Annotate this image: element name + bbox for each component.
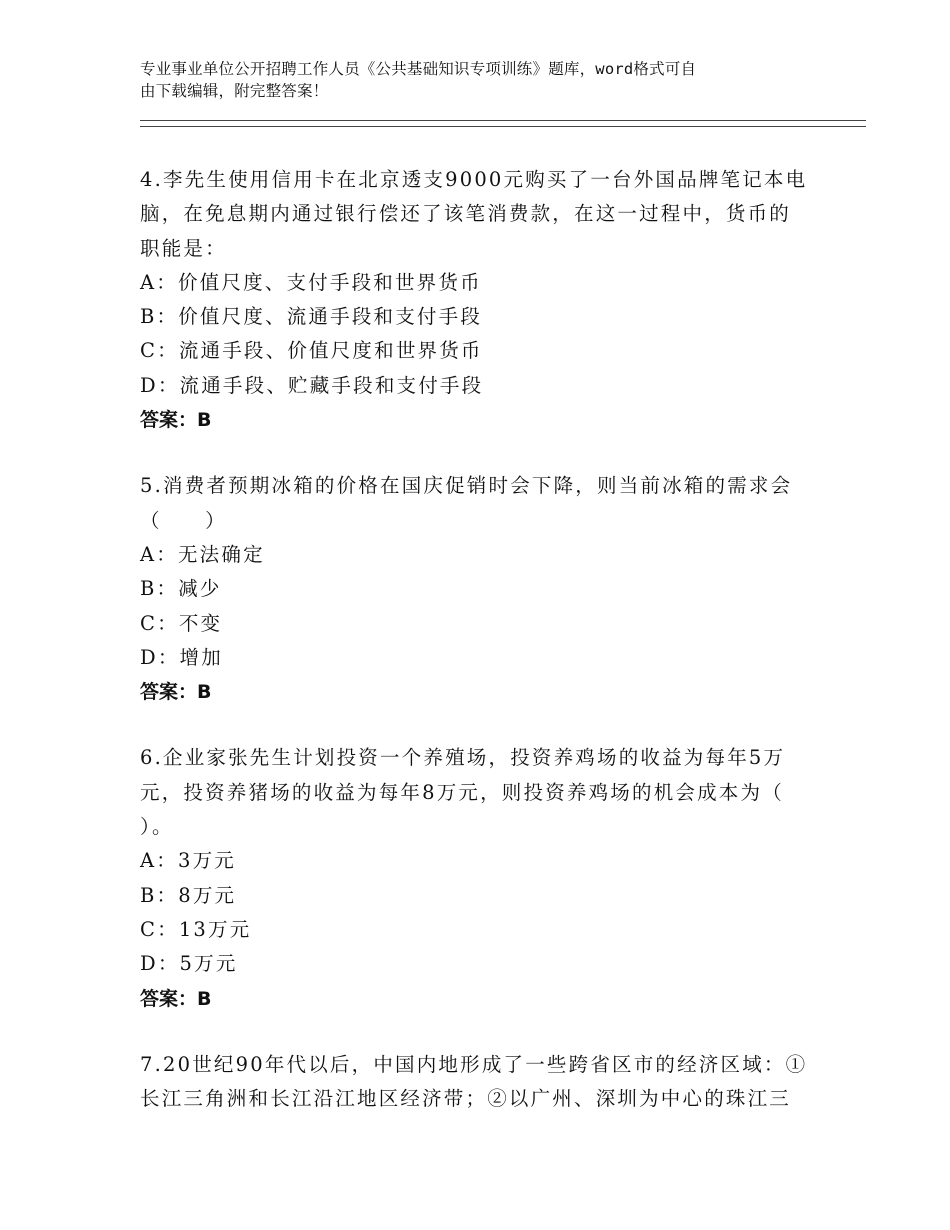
option-d: D：5万元 <box>140 952 238 976</box>
question-text: 元，投资养猪场的收益为每年8万元，则投资养鸡场的机会成本为（ <box>140 780 784 804</box>
option-d: D：流通手段、贮藏手段和支付手段 <box>140 373 484 397</box>
answer-label: 答案：B <box>140 987 212 1010</box>
option-a: A：3万元 <box>140 849 236 873</box>
question-text: （ ） <box>140 508 227 532</box>
question-list <box>140 163 810 1148</box>
option-d: D：增加 <box>140 645 223 669</box>
option-b: B：价值尺度、流通手段和支付手段 <box>140 305 483 329</box>
header-line: 由下载编辑，附完整答案！ <box>140 82 329 100</box>
option-c: C：13万元 <box>140 917 252 941</box>
question-4 <box>140 163 810 437</box>
document-header <box>140 58 840 102</box>
question-6 <box>140 741 810 1015</box>
question-text: ）。 <box>140 815 174 839</box>
question-text: 5.消费者预期冰箱的价格在国庆促销时会下降，则当前冰箱的需求会 <box>140 474 793 498</box>
question-text: 4.李先生使用信用卡在北京透支9000元购买了一台外国品牌笔记本电 <box>140 168 808 191</box>
option-a: A：无法确定 <box>140 542 265 566</box>
question-text: 脑，在免息期内通过银行偿还了该笔消费款，在这一过程中，货币的 <box>140 202 792 226</box>
option-a: A：价值尺度、支付手段和世界货币 <box>140 270 482 294</box>
question-text: 7.20世纪90年代以后，中国内地形成了一些跨省区市的经济区域：① <box>140 1052 808 1076</box>
question-text: 长江三角洲和长江沿江地区经济带；②以广州、深圳为中心的珠江三 <box>140 1087 792 1111</box>
header-divider <box>140 120 866 127</box>
option-b: B：8万元 <box>140 883 237 907</box>
question-7 <box>140 1048 810 1117</box>
answer-label: 答案：B <box>140 409 212 432</box>
option-c: C：流通手段、价值尺度和世界货币 <box>140 339 483 363</box>
option-b: B：减少 <box>140 577 222 601</box>
question-text: 职能是： <box>140 236 227 260</box>
answer-label: 答案：B <box>140 681 212 704</box>
question-text: 6.企业家张先生计划投资一个养殖场，投资养鸡场的收益为每年5万 <box>140 746 786 770</box>
question-5 <box>140 469 810 709</box>
option-c: C：不变 <box>140 611 223 635</box>
header-line: 专业事业单位公开招聘工作人员《公共基础知识专项训练》题库，word格式可自 <box>140 60 697 78</box>
